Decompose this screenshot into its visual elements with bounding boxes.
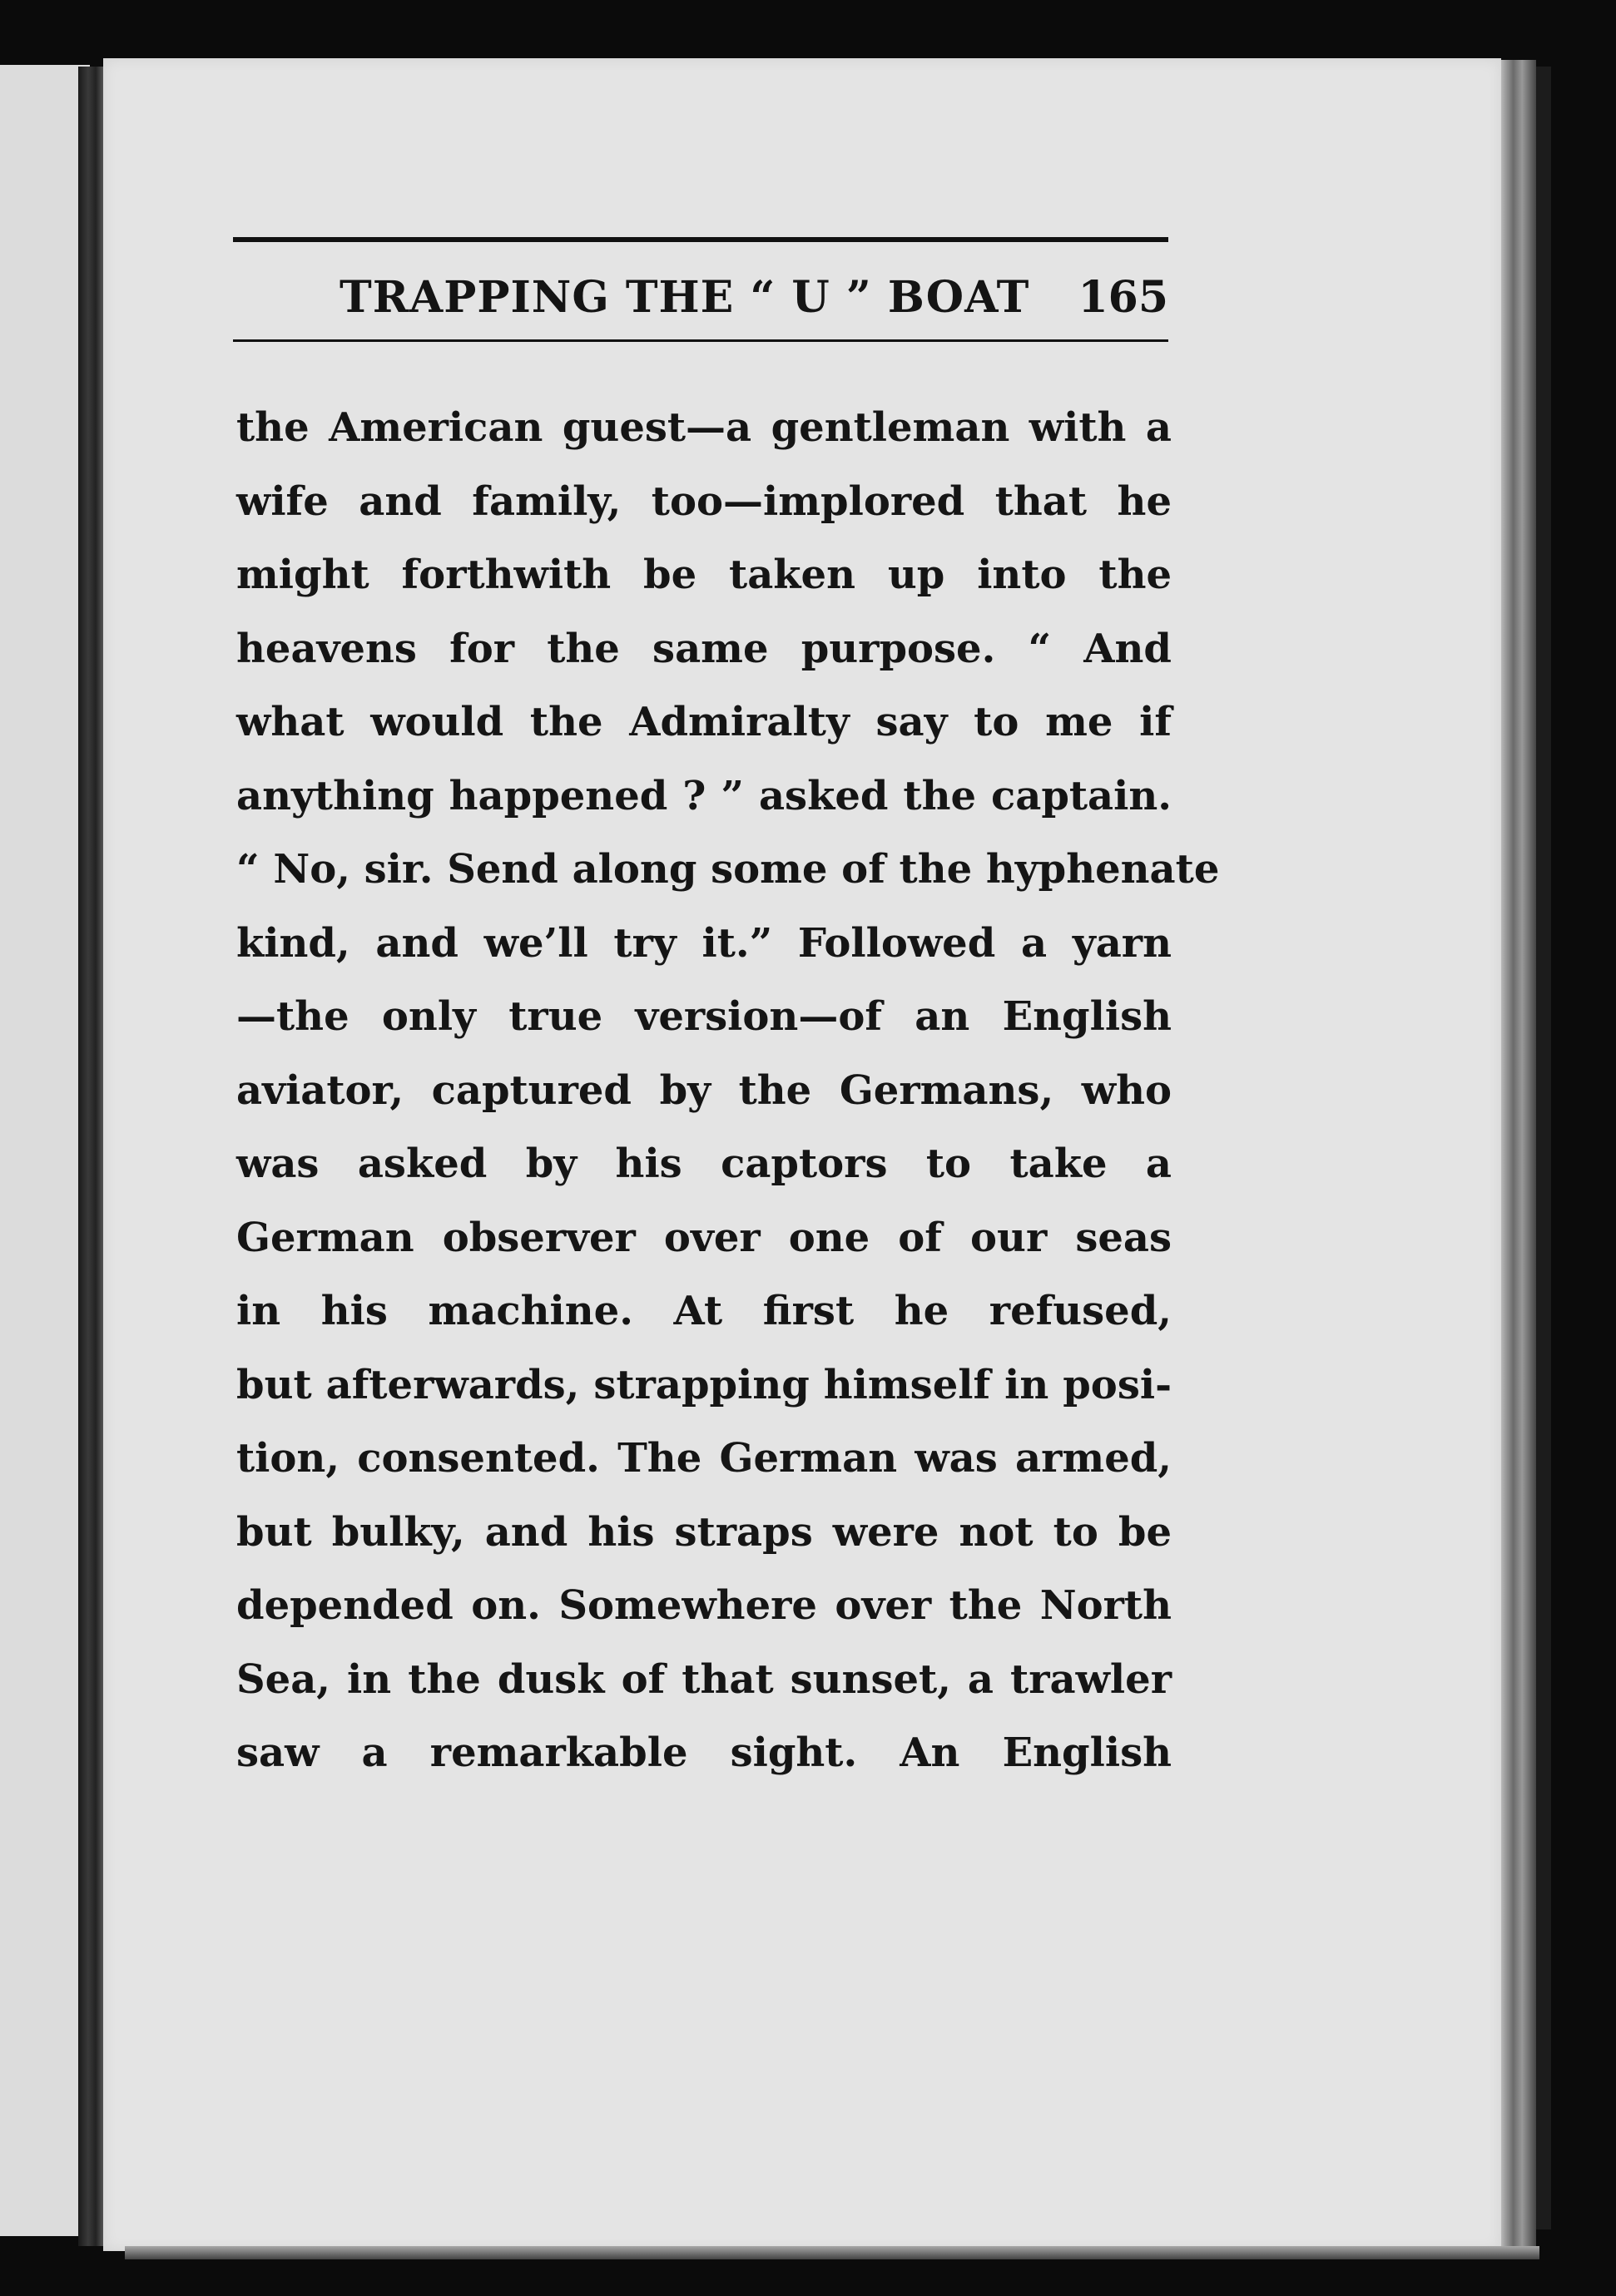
text-line: kind, and we’ll try it.” Followed a yarn — [236, 919, 1172, 967]
page-number: 165 — [1078, 272, 1168, 323]
header-rule-bottom — [233, 339, 1168, 342]
book-binding — [78, 67, 103, 2246]
running-title: TRAPPING THE “ U ” BOAT — [340, 272, 1030, 323]
text-line: Sea, in the dusk of that sunset, a trawler — [236, 1655, 1172, 1703]
text-line: depended on. Somewhere over the North — [236, 1582, 1172, 1629]
text-line: tion, consented. The German was armed, — [236, 1435, 1172, 1482]
adjacent-page-edge — [0, 65, 90, 2236]
text-line: German observer over one of our seas — [236, 1214, 1172, 1261]
text-line: might forthwith be taken up into the — [236, 552, 1172, 598]
running-head — [233, 265, 1168, 331]
page-bottom-edge — [125, 2246, 1539, 2259]
text-line: wife and family, too—implored that he — [236, 478, 1172, 525]
cover-edge — [1536, 67, 1551, 2229]
text-line: “ No, sir. Send along some of the hyphenate — [236, 846, 1220, 893]
text-line: what would the Admiralty say to me if — [236, 699, 1172, 745]
header-rule-top — [233, 237, 1168, 242]
body-text — [236, 391, 1220, 1790]
text-line: in his machine. At first he refused, — [236, 1288, 1172, 1334]
text-line: saw a remarkable sight. An English — [236, 1729, 1172, 1776]
text-line: heavens for the same purpose. “ And — [236, 625, 1172, 672]
text-line: but bulky, and his straps were not to be — [236, 1508, 1172, 1556]
page-stack-edge — [1501, 60, 1536, 2251]
text-line: but afterwards, strapping himself in posi- — [236, 1361, 1172, 1408]
text-line: was asked by his captors to take a — [236, 1141, 1172, 1187]
text-line: —the only true version—of an English — [236, 993, 1172, 1040]
text-line: anything happened ? ” asked the captain. — [236, 772, 1172, 819]
text-line: aviator, captured by the Germans, who — [236, 1066, 1172, 1114]
text-line: the American guest—a gentleman with a — [236, 404, 1172, 451]
